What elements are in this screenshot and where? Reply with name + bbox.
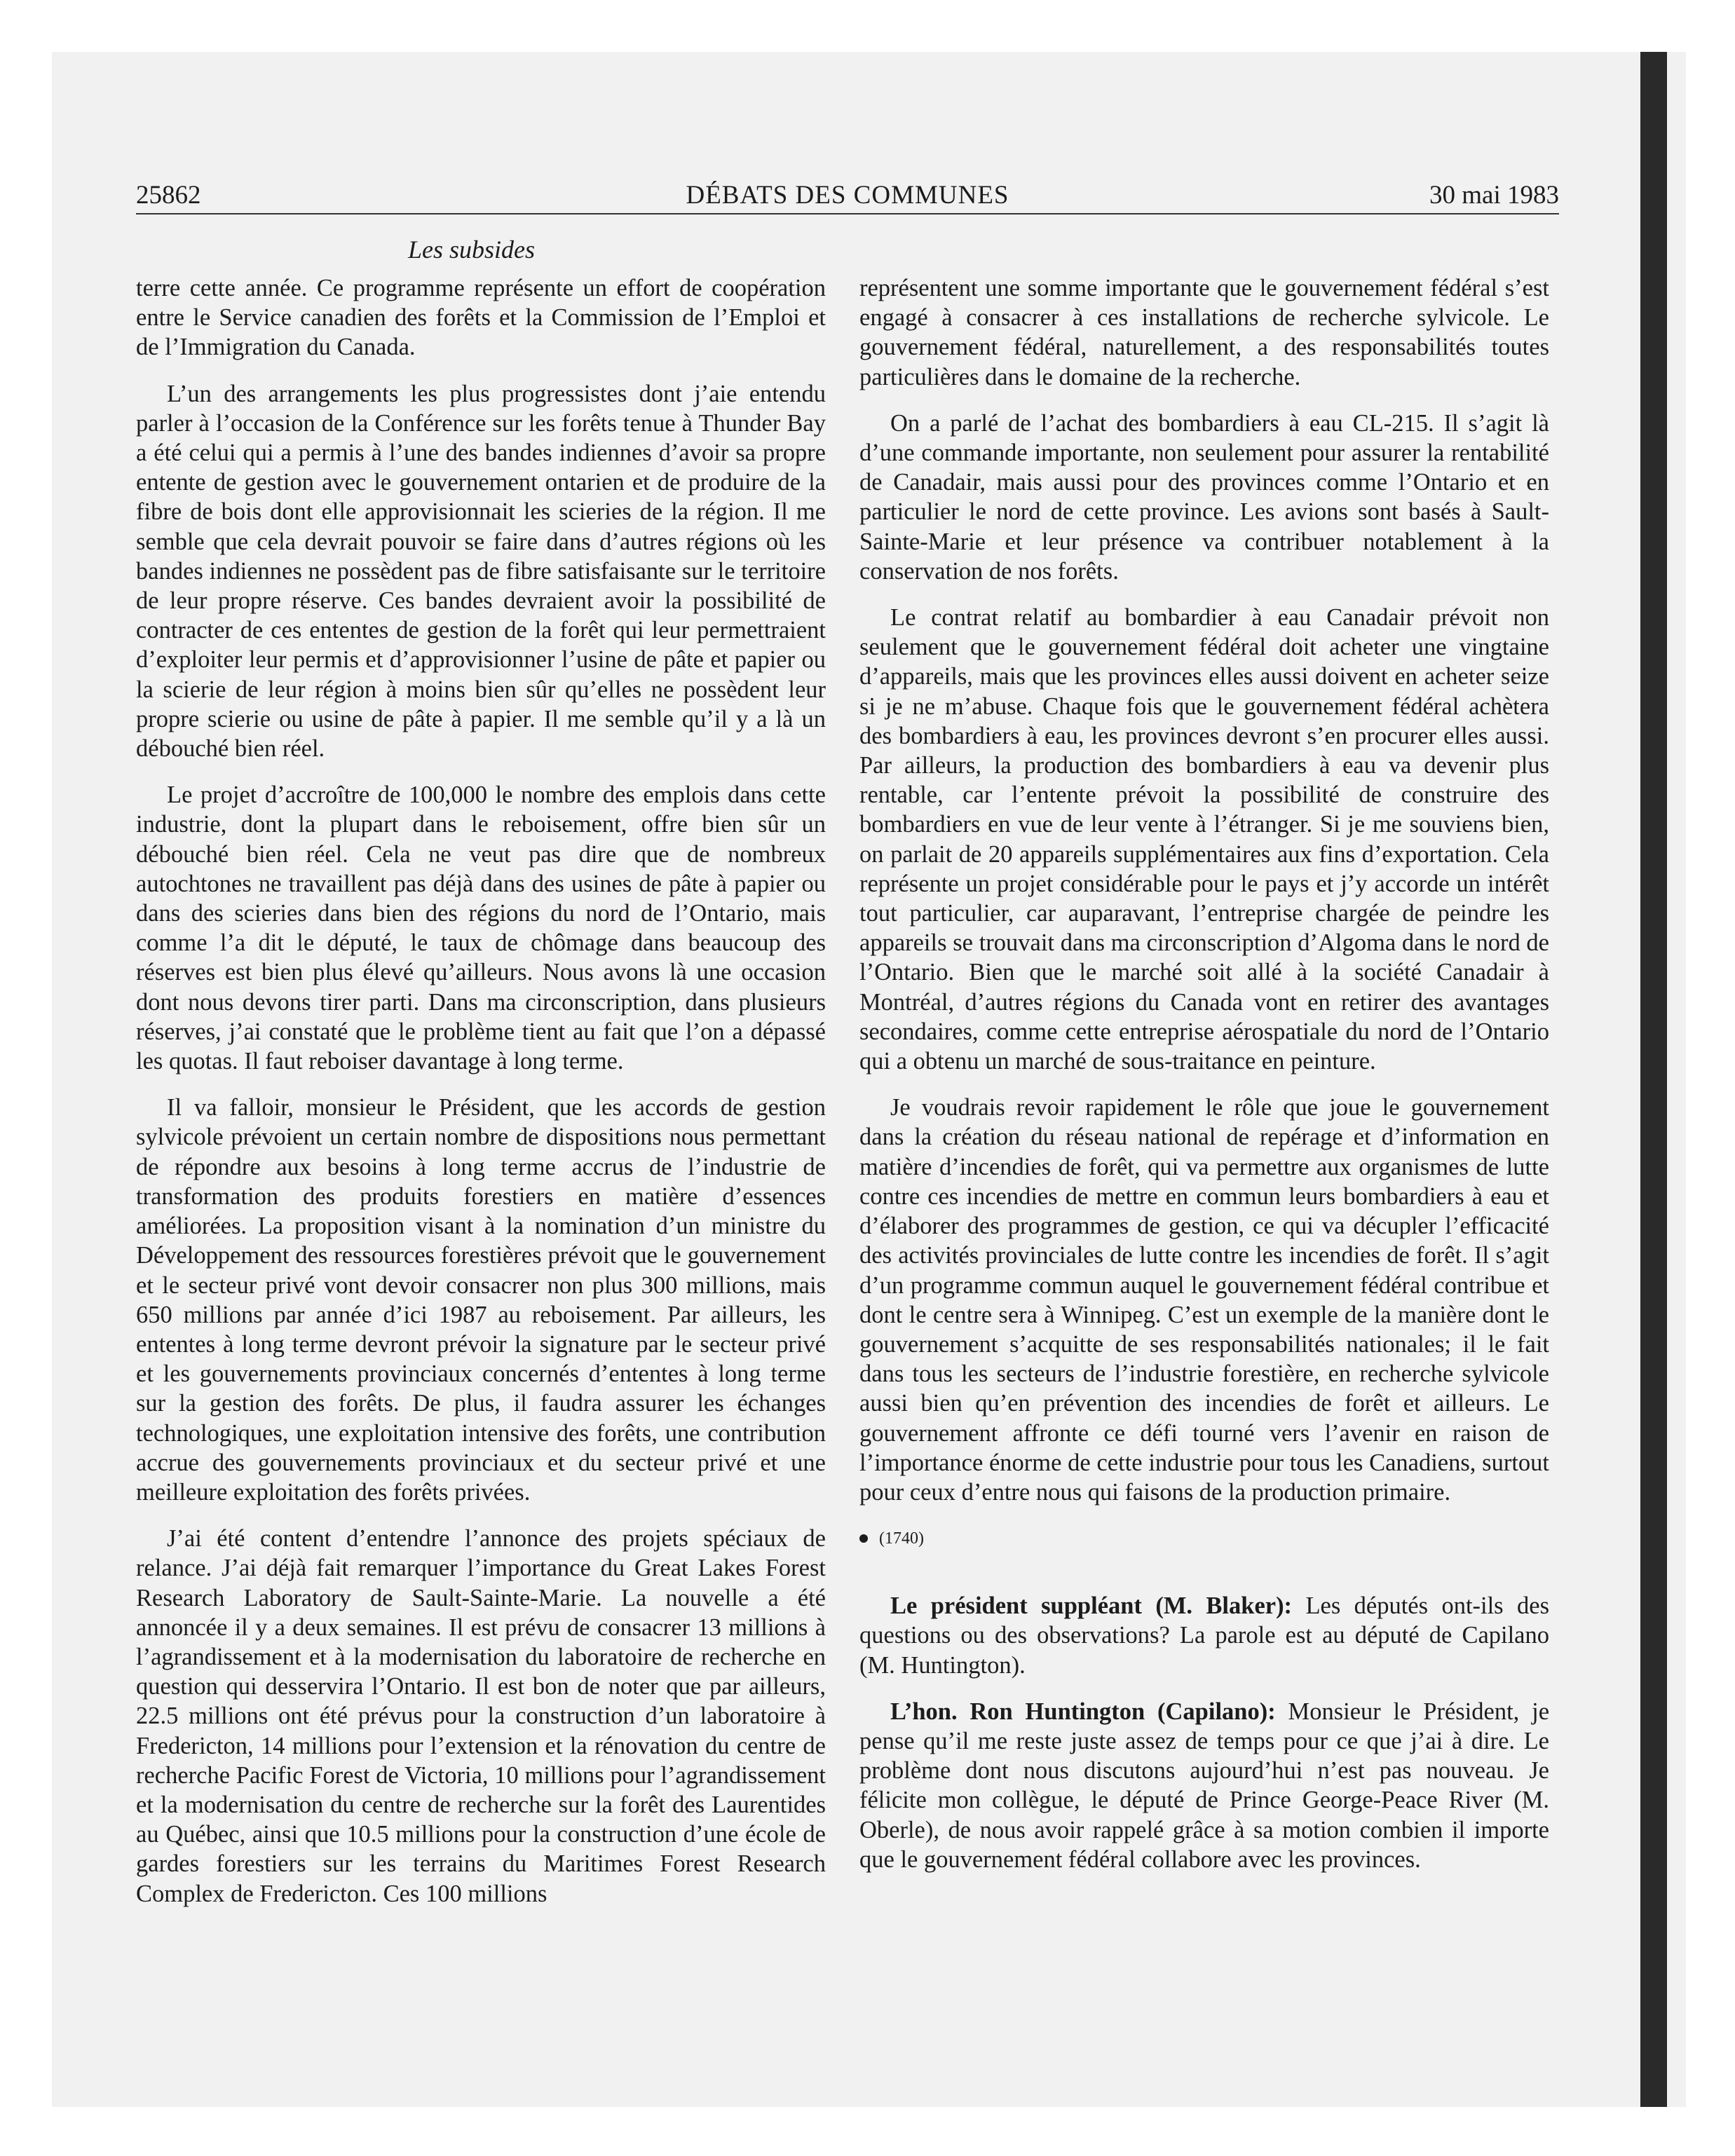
timestamp-marker	[859, 1528, 1549, 1549]
publication-date: 30 mai 1983	[1429, 181, 1559, 210]
paragraph: On a parlé de l’achat des bombardiers à eau CL-215. Il s’agit là d’une commande importante, non seulement pour assurer la rentabilité de Canadair, mais aussi pour des provinces comme l’Ontario et en particulier le nord de cette province. Les avions sont basés à Sault-Sainte-Marie et leur présence va contribuer notablement à la conservation de nos forêts.	[859, 409, 1549, 585]
paragraph: Il va falloir, monsieur le Président, que les accords de gestion sylvicole prévoient un certain nombre de dispositions nous permettant de répondre aux besoins à long terme accrus de l’industrie de transformation des produits forestiers en matière d’essences améliorées. La proposition visant à la nomination d’un ministre du Développement des ressources forestières prévoit que le gouvernement et le secteur privé vont devoir consacrer non plus 300 millions, mais 650 millions par année d’ici 1987 au reboisement. Par ailleurs, les ententes à long terme devront prévoir la signature par le secteur privé et les gouvernements provinciaux concernés d’ententes à long terme sur la gestion des forêts. De plus, il faudra assurer les échanges technologiques, une exploitation intensive des forêts, une contribution accrue des gouvernements provinciaux et du secteur privé et une meilleure exploitation des forêts privées.	[136, 1094, 826, 1506]
scan-edge-bar	[1640, 52, 1667, 2107]
paragraph: L’un des arrangements les plus progressistes dont j’aie entendu parler à l’occasion de la Conférence sur les forêts tenue à Thunder Bay a été celui qui a permis à l’une des bandes indiennes d’avoir sa propre entente de gestion avec le gouvernement ontarien et de produire de la fibre de bois dont elle approvisionnait les scieries de la région. Il me semble que cela devrait pouvoir se faire dans d’autres régions où les bandes indiennes ne possèdent pas de fibre satisfaisante sur le territoire de leur propre réserve. Ces bandes devraient avoir la possibilité de contracter de ces ententes de gestion de la forêt qui leur permettraient d’exploiter leur permis et d’approvisionner l’usine de pâte et papier ou la scierie de leur région à moins bien sûr qu’elles ne possèdent leur propre scierie ou usine de pâte à papier. Il me semble qu’il y a là un débouché bien réel.	[136, 380, 826, 763]
paragraph: J’ai été content d’entendre l’annonce des projets spéciaux de relance. J’ai déjà fait remarquer l’importance du Great Lakes Forest Research Laboratory de Sault-Sainte-Marie. La nouvelle a été annoncée il y a deux semaines. Il est prévu de consacrer 13 millions à l’agrandissement et à la modernisation du laboratoire de recherche en question qui desservira l’Ontario. Il est bon de noter que par ailleurs, 22.5 millions ont été prévus pour la construction d’un laboratoire à Fredericton, 14 millions pour l’extension et la rénovation du centre de recherche Pacific Forest de Victoria, 10 millions pour l’agrandissement et la modernisation du centre de recherche sur la forêt des Laurentides au Québec, ainsi que 10.5 millions pour la construction d’une école de gardes forestiers sur les terrains du Maritimes Forest Research Complex de Fredericton. Ces 100 millions	[136, 1525, 826, 1907]
speech-paragraph	[859, 1591, 1549, 1680]
section-title: Les subsides	[408, 236, 536, 264]
page-header	[136, 178, 1559, 214]
speaker-name: Le président suppléant (M. Blaker):	[890, 1592, 1293, 1620]
paragraph: Le projet d’accroître de 100,000 le nombre des emplois dans cette industrie, dont la plupart dans le reboisement, offre bien sûr un débouché bien réel. Cela ne veut pas dire que de nombreux autochtones ne travaillent pas déjà dans des usines de pâte à papier ou dans des scieries dans bien des régions du nord de l’Ontario, mais comme l’a dit le député, le taux de chômage dans beaucoup des réserves est bien plus élevé qu’ailleurs. Nous avons là une occasion dont nous devons tirer parti. Dans ma circonscription, dans plusieurs réserves, j’ai constaté que le problème tient au fait que l’on a dépassé les quotas. Il faut reboiser davantage à long terme.	[136, 782, 826, 1075]
right-column	[859, 273, 1549, 1891]
speech-text: Monsieur le Président, je pense qu’il me reste juste assez de temps pour ce que j’ai à dire. Le problème dont nous discutons aujourd’hui n’est pas nouveau. Je félicite mon collègue, le député de Prince George-Peace River (M. Oberle), de nous avoir rappelé grâce à sa motion combien il importe que le gouvernement fédéral collabore avec les provinces.	[859, 1698, 1550, 1873]
timestamp-text: (1740)	[879, 1529, 924, 1548]
paragraph: Le contrat relatif au bombardier à eau Canadair prévoit non seulement que le gouvernement fédéral doit acheter une vingtaine d’appareils, mais que les provinces elles aussi doivent en acheter seize si je ne m’abuse. Chaque fois que le gouvernement fédéral achètera des bombardiers à eau, les provinces devront s’en procurer elles aussi. Par ailleurs, la production des bombardiers à eau va devenir plus rentable, car l’entente prévoit la possibilité de construire des bombardiers en vue de leur vente à l’étranger. Si je me souviens bien, on parlait de 20 appareils supplémentaires aux fins d’exportation. Cela représente un projet considérable pour le pays et j’y accorde un intérêt tout particulier, car auparavant, l’entreprise chargée de peindre les appareils se trouvait dans ma circonscription d’Algoma dans le nord de l’Ontario. Bien que le marché soit allé à la société Canadair à Montréal, d’autres régions du Canada vont en retirer des avantages secondaires, comme cette entreprise aérospatiale du nord de l’Ontario qui a obtenu un marché de sous-traitance en peinture.	[859, 604, 1549, 1075]
speech-paragraph	[859, 1697, 1549, 1874]
paragraph: Je voudrais revoir rapidement le rôle que joue le gouvernement dans la création du réseau national de repérage et d’information en matière d’incendies de forêt, qui va permettre aux organismes de lutte contre ces incendies de mettre en commun leurs bombardiers à eau et d’élaborer des programmes de gestion, ce qui va décupler l’efficacité des activités provinciales de lutte contre les incendies de forêt. Il s’agit d’un programme commun auquel le gouvernement fédéral contribue et dont le centre sera à Winnipeg. C’est un exemple de la manière dont le gouvernement s’acquitte de ses responsabilités nationales; il le fait dans tous les secteurs de l’industrie forestière, en recherche sylvicole aussi bien qu’en prévention des incendies de forêt et ailleurs. Le gouvernement affronte ce défi tourné vers l’avenir en raison de l’importance énorme de cette industrie pour tous les Canadiens, surtout pour ceux d’entre nous qui faisons de la production primaire.	[859, 1094, 1549, 1506]
bullet-icon	[859, 1534, 868, 1543]
speaker-name: L’hon. Ron Huntington (Capilano):	[890, 1698, 1276, 1725]
paragraph: terre cette année. Ce programme représente un effort de coopération entre le Service canadien des forêts et la Commission de l’Emploi et de l’Immigration du Canada.	[136, 275, 826, 361]
publication-title: DÉBATS DES COMMUNES	[686, 181, 1009, 210]
speech-text: Les députés ont-ils des questions ou des observations? La parole est au député de Capilano (M. Huntington).	[859, 1592, 1549, 1679]
left-column	[136, 273, 826, 1925]
page-number: 25862	[136, 181, 201, 210]
paragraph: représentent une somme importante que le gouvernement fédéral s’est engagé à consacrer à ces installations de recherche sylvicole. Le gouvernement fédéral, naturellement, a des responsabilités toutes particulières dans le domaine de la recherche.	[859, 275, 1549, 390]
